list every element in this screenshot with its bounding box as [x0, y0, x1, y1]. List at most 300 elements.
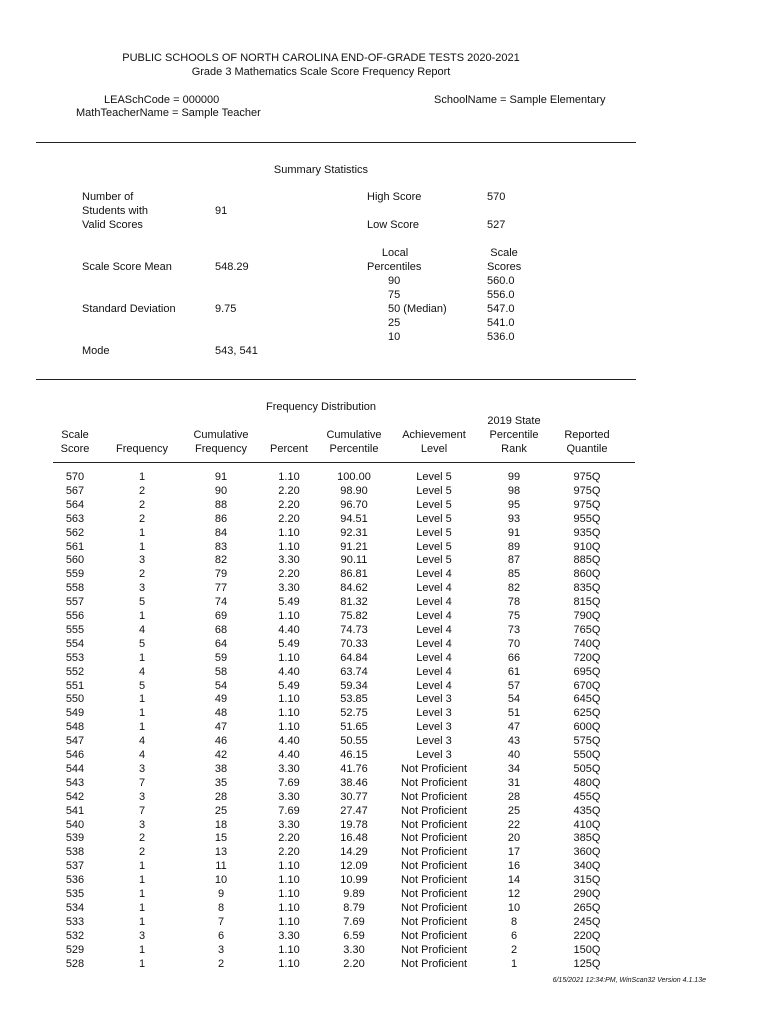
cell-percent: 1.10 [278, 943, 300, 956]
cell-percent: 5.49 [278, 596, 300, 609]
cell-cumulative-percentile: 84.62 [340, 582, 368, 595]
cell-reported-quantile: 435Q [573, 804, 601, 817]
table-row [0, 637, 768, 651]
table-row [0, 720, 768, 734]
table-row [0, 901, 768, 915]
cell-scale-score: 536 [65, 874, 85, 887]
cell-state-percentile-rank: 47 [507, 721, 521, 734]
cell-state-percentile-rank: 31 [507, 776, 521, 789]
cell-scale-score: 547 [65, 735, 85, 748]
cell-frequency: 3 [138, 762, 146, 775]
cell-state-percentile-rank: 40 [507, 749, 521, 761]
cell-cumulative-frequency: 74 [214, 596, 228, 609]
cell-state-percentile-rank: 87 [507, 554, 521, 567]
cell-cumulative-frequency: 69 [214, 610, 228, 622]
cell-percent: 5.49 [278, 679, 300, 692]
cell-cumulative-frequency: 68 [214, 623, 228, 636]
cell-state-percentile-rank: 6 [510, 929, 518, 942]
cell-percent: 3.30 [278, 554, 300, 567]
cell-reported-quantile: 550Q [573, 749, 601, 761]
cell-cumulative-frequency: 42 [214, 749, 228, 761]
cell-frequency: 1 [138, 540, 146, 553]
cell-cumulative-frequency: 88 [214, 498, 228, 511]
cell-achievement-level: Not Proficient [400, 790, 468, 803]
divider-top [36, 142, 636, 143]
cell-cumulative-percentile: 12.09 [340, 860, 368, 873]
num-students-label-3: Valid Scores [82, 219, 143, 231]
cell-scale-score: 534 [65, 901, 85, 914]
cell-reported-quantile: 125Q [573, 957, 601, 970]
cell-frequency: 1 [138, 707, 146, 720]
cell-percent: 1.10 [278, 707, 300, 720]
cell-scale-score: 537 [65, 860, 85, 873]
cell-cumulative-percentile: 3.30 [343, 943, 365, 956]
cell-cumulative-frequency: 82 [214, 554, 228, 567]
cell-cumulative-percentile: 50.55 [340, 735, 368, 748]
cell-scale-score: 549 [65, 707, 85, 720]
cell-frequency: 1 [138, 526, 146, 539]
cell-scale-score: 551 [65, 679, 85, 692]
cell-cumulative-frequency: 28 [214, 790, 228, 803]
cell-cumulative-frequency: 11 [215, 860, 227, 873]
cell-percent: 1.10 [278, 721, 300, 734]
cell-cumulative-frequency: 86 [214, 512, 228, 525]
cell-reported-quantile: 150Q [573, 943, 601, 956]
cell-reported-quantile: 955Q [573, 512, 601, 525]
cell-cumulative-percentile: 19.78 [340, 818, 368, 831]
cell-reported-quantile: 645Q [573, 693, 601, 706]
cell-percent: 1.10 [278, 901, 300, 914]
cell-cumulative-percentile: 70.33 [340, 637, 368, 650]
cell-scale-score: 554 [65, 637, 85, 650]
high-score-value: 570 [487, 191, 506, 203]
table-row [0, 567, 768, 581]
cell-achievement-level: Not Proficient [400, 943, 468, 956]
cell-state-percentile-rank: 16 [507, 860, 521, 873]
cell-reported-quantile: 860Q [573, 568, 601, 581]
table-row [0, 762, 768, 776]
cell-percent: 4.40 [278, 623, 300, 636]
cell-state-percentile-rank: 8 [510, 915, 518, 928]
cell-scale-score: 528 [65, 957, 85, 970]
cell-cumulative-frequency: 47 [214, 721, 228, 734]
percentile-label: 75 [388, 289, 401, 301]
cell-reported-quantile: 220Q [573, 929, 601, 942]
cell-achievement-level: Level 4 [416, 651, 452, 664]
cell-state-percentile-rank: 22 [507, 818, 521, 831]
cell-scale-score: 555 [65, 623, 85, 636]
cell-frequency: 7 [138, 776, 146, 789]
cell-frequency: 2 [138, 498, 146, 511]
cell-percent: 1.10 [278, 693, 300, 706]
cell-frequency: 3 [138, 790, 146, 803]
cell-frequency: 1 [138, 721, 146, 734]
table-row [0, 943, 768, 957]
cell-cumulative-frequency: 84 [214, 526, 228, 539]
cell-cumulative-percentile: 59.34 [340, 679, 368, 692]
low-score-label: Low Score [367, 219, 419, 231]
cell-percent: 1.10 [278, 957, 300, 970]
cell-frequency: 3 [138, 554, 146, 567]
col-rank-1: 2019 State [487, 415, 541, 427]
cell-reported-quantile: 975Q [573, 471, 601, 483]
percentile-label: 10 [388, 331, 401, 343]
cell-frequency: 3 [138, 582, 146, 595]
cell-cumulative-frequency: 83 [214, 540, 228, 553]
table-row [0, 595, 768, 609]
cell-frequency: 3 [138, 929, 146, 942]
cell-state-percentile-rank: 99 [507, 471, 521, 483]
col-frequency: Frequency [116, 443, 168, 455]
cell-achievement-level: Not Proficient [400, 874, 468, 887]
table-row [0, 651, 768, 665]
cell-frequency: 4 [138, 735, 146, 748]
cell-frequency: 5 [138, 679, 146, 692]
cell-frequency: 1 [138, 901, 146, 914]
cell-state-percentile-rank: 93 [507, 512, 521, 525]
cell-reported-quantile: 790Q [573, 610, 601, 622]
local-percentiles-label-1: Local [381, 247, 409, 259]
cell-reported-quantile: 315Q [573, 874, 601, 887]
cell-state-percentile-rank: 43 [507, 735, 521, 748]
cell-achievement-level: Level 4 [416, 637, 452, 650]
table-row [0, 845, 768, 859]
cell-achievement-level: Level 5 [416, 471, 452, 483]
cell-frequency: 2 [138, 846, 146, 859]
cell-frequency: 1 [138, 651, 146, 664]
cell-cumulative-percentile: 7.69 [343, 915, 365, 928]
cell-frequency: 1 [138, 693, 146, 706]
cell-cumulative-frequency: 18 [214, 818, 228, 831]
percentile-label: 50 (Median) [388, 303, 447, 315]
col-percent: Percent [270, 443, 308, 455]
cell-reported-quantile: 885Q [573, 554, 601, 567]
table-row [0, 873, 768, 887]
cell-reported-quantile: 360Q [573, 846, 601, 859]
cell-percent: 2.20 [278, 512, 300, 525]
num-students-label-1: Number of [82, 191, 134, 203]
cell-scale-score: 533 [65, 915, 85, 928]
cell-percent: 1.10 [278, 471, 300, 483]
cell-frequency: 1 [138, 943, 146, 956]
cell-percent: 3.30 [278, 929, 300, 942]
cell-state-percentile-rank: 85 [507, 568, 521, 581]
report-title: PUBLIC SCHOOLS OF NORTH CAROLINA END-OF-GRADE TESTS 2020-2021 [122, 52, 520, 64]
cell-achievement-level: Level 4 [416, 665, 452, 678]
table-row [0, 540, 768, 554]
cell-scale-score: 570 [65, 471, 85, 483]
cell-scale-score: 535 [65, 888, 85, 900]
cell-cumulative-frequency: 15 [214, 832, 228, 845]
table-row [0, 512, 768, 526]
cell-frequency: 5 [138, 596, 146, 609]
table-row [0, 776, 768, 790]
cell-achievement-level: Level 5 [416, 540, 452, 553]
percentile-score: 560.0 [487, 275, 515, 287]
col-cumfreq-2: Frequency [195, 443, 247, 455]
cell-reported-quantile: 455Q [573, 790, 601, 803]
percentile-score: 536.0 [487, 331, 515, 343]
cell-cumulative-percentile: 96.70 [340, 498, 368, 511]
high-score-label: High Score [367, 191, 422, 203]
cell-cumulative-percentile: 75.82 [340, 610, 368, 622]
cell-reported-quantile: 670Q [573, 679, 601, 692]
cell-achievement-level: Level 4 [416, 679, 452, 692]
cell-scale-score: 556 [65, 610, 85, 622]
cell-scale-score: 567 [65, 484, 85, 497]
cell-cumulative-percentile: 16.48 [340, 832, 368, 845]
cell-scale-score: 548 [65, 721, 85, 734]
cell-cumulative-frequency: 38 [214, 762, 228, 775]
cell-percent: 2.20 [278, 846, 300, 859]
table-row [0, 887, 768, 901]
cell-reported-quantile: 695Q [573, 665, 601, 678]
cell-cumulative-percentile: 91.21 [340, 540, 368, 553]
cell-state-percentile-rank: 1 [510, 957, 518, 970]
cell-reported-quantile: 910Q [573, 540, 601, 553]
cell-cumulative-frequency: 25 [214, 804, 228, 817]
percentile-score: 541.0 [487, 317, 515, 329]
cell-frequency: 1 [138, 874, 146, 887]
cell-reported-quantile: 505Q [573, 762, 601, 775]
cell-achievement-level: Level 5 [416, 526, 452, 539]
cell-state-percentile-rank: 54 [507, 693, 521, 706]
cell-percent: 4.40 [278, 665, 300, 678]
cell-cumulative-frequency: 10 [214, 874, 228, 887]
cell-reported-quantile: 835Q [573, 582, 601, 595]
cell-percent: 2.20 [278, 832, 300, 845]
table-row [0, 748, 768, 762]
cell-state-percentile-rank: 20 [507, 832, 521, 845]
col-scale-1: Scale [61, 429, 89, 441]
cell-achievement-level: Level 5 [416, 512, 452, 525]
col-rank-2: Percentile [489, 429, 539, 441]
cell-achievement-level: Level 4 [416, 582, 452, 595]
cell-achievement-level: Not Proficient [400, 818, 468, 831]
cell-achievement-level: Level 4 [416, 568, 452, 581]
cell-cumulative-percentile: 53.85 [340, 693, 368, 706]
cell-state-percentile-rank: 78 [507, 596, 521, 609]
footer-timestamp: 6/15/2021 12:34:PM, WinScan32 Version 4.1.13e [552, 977, 706, 984]
cell-percent: 5.49 [278, 637, 300, 650]
cell-percent: 1.10 [278, 874, 300, 887]
cell-achievement-level: Not Proficient [400, 915, 468, 928]
cell-percent: 7.69 [278, 804, 300, 817]
cell-frequency: 1 [138, 610, 146, 622]
table-row [0, 859, 768, 873]
cell-percent: 1.10 [278, 860, 300, 873]
cell-percent: 4.40 [278, 749, 300, 761]
cell-cumulative-percentile: 64.84 [340, 651, 368, 664]
cell-state-percentile-rank: 98 [507, 484, 521, 497]
cell-state-percentile-rank: 17 [507, 846, 521, 859]
cell-cumulative-frequency: 91 [214, 471, 228, 483]
cell-scale-score: 529 [65, 943, 85, 956]
teacher-name: MathTeacherName = Sample Teacher [76, 107, 261, 119]
cell-percent: 2.20 [278, 484, 300, 497]
cell-state-percentile-rank: 89 [507, 540, 521, 553]
cell-scale-score: 542 [65, 790, 85, 803]
table-row [0, 929, 768, 943]
cell-cumulative-frequency: 2 [217, 957, 225, 970]
cell-cumulative-percentile: 38.46 [340, 776, 368, 789]
mean-label: Scale Score Mean [82, 261, 172, 273]
cell-achievement-level: Not Proficient [400, 929, 468, 942]
cell-cumulative-frequency: 64 [214, 637, 228, 650]
col-achievement-1: Achievement [402, 429, 466, 441]
cell-reported-quantile: 765Q [573, 623, 601, 636]
cell-reported-quantile: 740Q [573, 637, 601, 650]
cell-cumulative-percentile: 86.81 [340, 568, 368, 581]
table-row [0, 957, 768, 971]
cell-cumulative-frequency: 9 [217, 888, 225, 900]
cell-percent: 3.30 [278, 762, 300, 775]
col-rank-3: Rank [501, 443, 527, 455]
cell-state-percentile-rank: 95 [507, 498, 521, 511]
table-row [0, 526, 768, 540]
cell-scale-score: 532 [65, 929, 85, 942]
cell-cumulative-frequency: 13 [214, 846, 228, 859]
cell-cumulative-percentile: 63.74 [340, 665, 368, 678]
cell-reported-quantile: 265Q [573, 901, 601, 914]
cell-percent: 4.40 [278, 735, 300, 748]
cell-cumulative-frequency: 48 [214, 707, 228, 720]
cell-achievement-level: Not Proficient [400, 776, 468, 789]
cell-cumulative-percentile: 8.79 [343, 901, 365, 914]
cell-cumulative-percentile: 98.90 [340, 484, 368, 497]
table-row [0, 692, 768, 706]
cell-scale-score: 562 [65, 526, 85, 539]
cell-percent: 1.10 [278, 651, 300, 664]
cell-cumulative-frequency: 3 [217, 943, 225, 956]
cell-cumulative-frequency: 49 [214, 693, 228, 706]
cell-reported-quantile: 410Q [573, 818, 601, 831]
cell-achievement-level: Level 3 [416, 749, 452, 761]
cell-cumulative-percentile: 100.00 [337, 471, 371, 483]
cell-reported-quantile: 385Q [573, 832, 601, 845]
cell-state-percentile-rank: 66 [507, 651, 521, 664]
cell-state-percentile-rank: 70 [507, 637, 521, 650]
cell-frequency: 7 [138, 804, 146, 817]
cell-achievement-level: Not Proficient [400, 860, 468, 873]
cell-scale-score: 539 [65, 832, 85, 845]
sd-value: 9.75 [215, 303, 237, 315]
cell-cumulative-frequency: 54 [214, 679, 228, 692]
cell-achievement-level: Not Proficient [400, 804, 468, 817]
cell-cumulative-percentile: 92.31 [340, 526, 368, 539]
col-cumpct-1: Cumulative [326, 429, 382, 441]
cell-achievement-level: Level 4 [416, 596, 452, 609]
percentile-label: 25 [388, 317, 401, 329]
cell-scale-score: 538 [65, 846, 85, 859]
cell-percent: 1.10 [278, 610, 300, 622]
divider-middle [36, 379, 636, 380]
percentile-score: 547.0 [487, 303, 515, 315]
percentile-score: 556.0 [487, 289, 515, 301]
table-row [0, 484, 768, 498]
mode-label: Mode [82, 345, 110, 357]
cell-cumulative-frequency: 8 [217, 901, 225, 914]
table-row [0, 553, 768, 567]
cell-frequency: 4 [138, 623, 146, 636]
cell-achievement-level: Level 3 [416, 721, 452, 734]
cell-cumulative-frequency: 59 [214, 651, 228, 664]
scale-scores-label-2: Scores [487, 261, 522, 273]
cell-reported-quantile: 340Q [573, 860, 601, 873]
cell-achievement-level: Not Proficient [400, 901, 468, 914]
cell-cumulative-percentile: 51.65 [340, 721, 368, 734]
cell-scale-score: 540 [65, 818, 85, 831]
table-row [0, 470, 768, 484]
cell-reported-quantile: 720Q [573, 651, 601, 664]
cell-scale-score: 561 [65, 540, 85, 553]
cell-state-percentile-rank: 10 [507, 901, 521, 914]
cell-scale-score: 543 [65, 776, 85, 789]
table-header-rule [53, 462, 635, 463]
table-row [0, 665, 768, 679]
cell-state-percentile-rank: 91 [507, 526, 521, 539]
cell-achievement-level: Level 5 [416, 498, 452, 511]
cell-percent: 1.10 [278, 915, 300, 928]
cell-reported-quantile: 935Q [573, 526, 601, 539]
cell-cumulative-frequency: 6 [217, 929, 225, 942]
percentile-label: 90 [388, 275, 401, 287]
lea-code: LEASchCode = 000000 [104, 94, 220, 106]
cell-reported-quantile: 815Q [573, 596, 601, 609]
cell-state-percentile-rank: 51 [507, 707, 521, 720]
num-students-label-2: Students with [82, 205, 149, 217]
cell-scale-score: 541 [65, 804, 85, 817]
cell-cumulative-frequency: 79 [214, 568, 228, 581]
cell-achievement-level: Level 4 [416, 623, 452, 636]
cell-frequency: 1 [138, 860, 146, 873]
cell-reported-quantile: 480Q [573, 776, 601, 789]
cell-frequency: 4 [138, 665, 146, 678]
cell-cumulative-percentile: 90.11 [340, 554, 368, 567]
cell-state-percentile-rank: 73 [507, 623, 521, 636]
cell-cumulative-frequency: 90 [214, 484, 228, 497]
cell-state-percentile-rank: 28 [507, 790, 521, 803]
cell-frequency: 1 [138, 957, 146, 970]
cell-cumulative-percentile: 10.99 [340, 874, 368, 887]
cell-cumulative-percentile: 74.73 [340, 623, 368, 636]
table-row [0, 831, 768, 845]
cell-achievement-level: Level 5 [416, 484, 452, 497]
sd-label: Standard Deviation [82, 303, 176, 315]
cell-achievement-level: Level 4 [416, 610, 452, 622]
col-cumpct-2: Percentile [329, 443, 379, 455]
cell-scale-score: 564 [65, 498, 85, 511]
cell-state-percentile-rank: 2 [510, 943, 518, 956]
cell-percent: 1.10 [278, 888, 300, 900]
cell-cumulative-frequency: 77 [214, 582, 228, 595]
cell-scale-score: 557 [65, 596, 85, 609]
table-row [0, 734, 768, 748]
cell-achievement-level: Not Proficient [400, 888, 468, 900]
cell-state-percentile-rank: 14 [507, 874, 521, 887]
cell-state-percentile-rank: 82 [507, 582, 521, 595]
cell-reported-quantile: 575Q [573, 735, 601, 748]
cell-cumulative-percentile: 41.76 [340, 762, 368, 775]
col-cumfreq-1: Cumulative [193, 429, 249, 441]
cell-cumulative-frequency: 58 [214, 665, 228, 678]
cell-achievement-level: Level 3 [416, 735, 452, 748]
cell-cumulative-percentile: 9.89 [343, 888, 365, 900]
cell-achievement-level: Not Proficient [400, 832, 468, 845]
col-scale-2: Score [60, 443, 90, 455]
cell-cumulative-percentile: 46.15 [340, 749, 368, 761]
cell-scale-score: 558 [65, 582, 85, 595]
